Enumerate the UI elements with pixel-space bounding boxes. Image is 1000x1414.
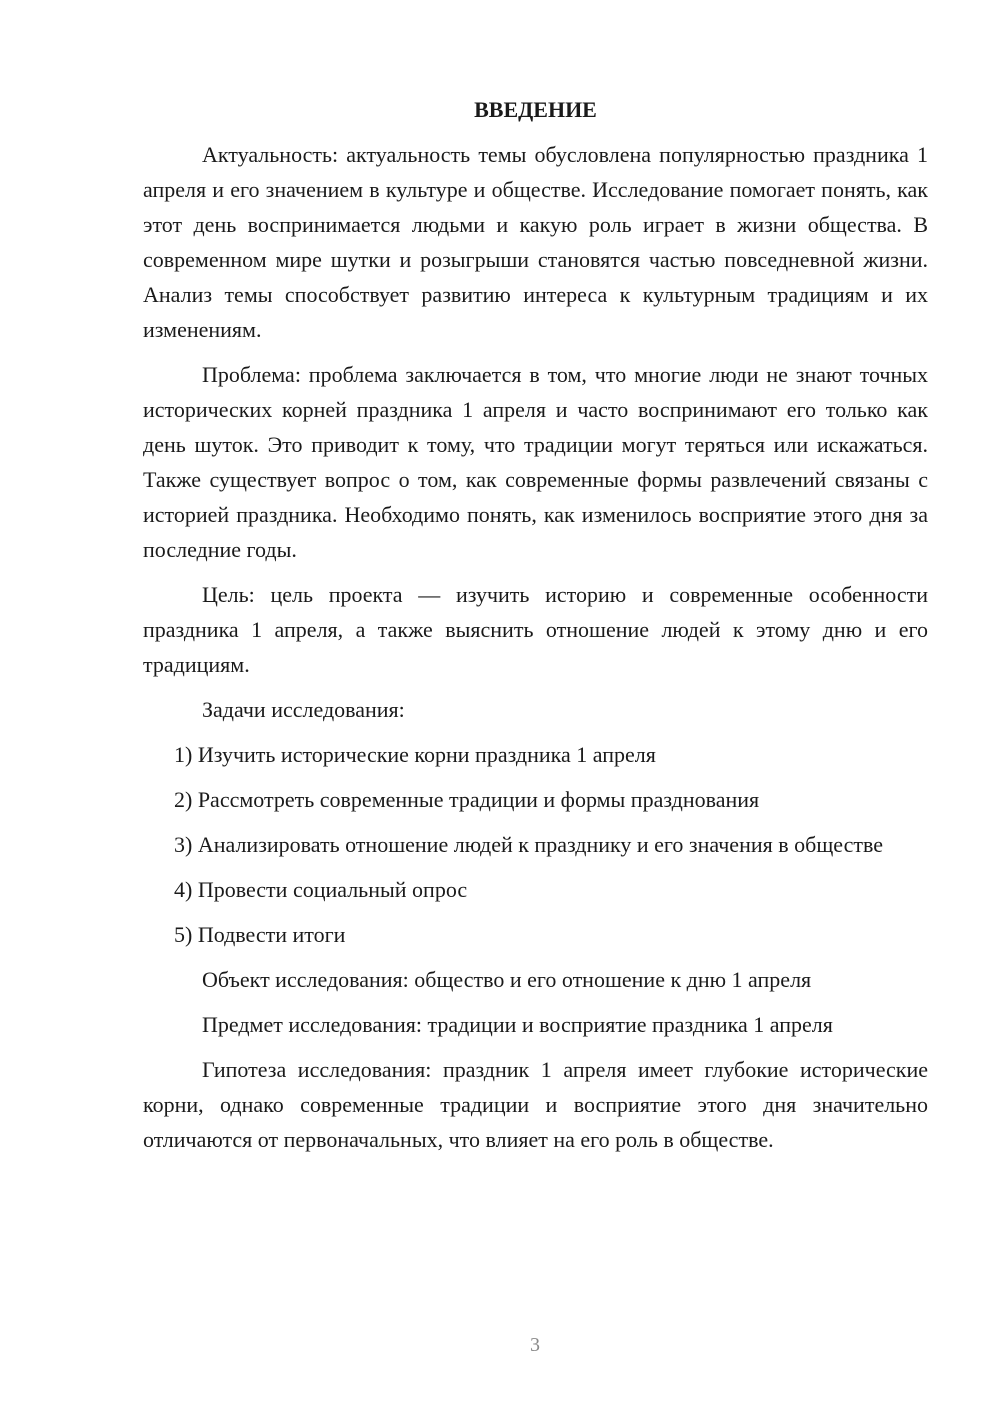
hypothesis-paragraph: Гипотеза исследования: праздник 1 апреля имеет глубокие исторические корни, однако современные традиции и восприятие этого дня значительно отличаются от первоначальных, что влияет на его роль в обществе. bbox=[143, 1057, 928, 1152]
document-page bbox=[143, 95, 928, 1167]
section-heading: ВВЕДЕНИЕ bbox=[474, 97, 597, 122]
relevance-paragraph: Актуальность: актуальность темы обусловлена популярностью праздника 1 апреля и его значением в культуре и обществе. Исследование помогает понять, как этот день воспринимается людьми и какую роль играет в жизни общества. В современном мире шутки и розыгрыши становятся частью повседневной жизни. Анализ темы способствует развитию интереса к культурным традициям и их изменениям. bbox=[143, 142, 928, 342]
tasks-heading: Задачи исследования: bbox=[202, 697, 405, 722]
page-number: 3 bbox=[530, 1334, 540, 1356]
task-item: 1) Изучить исторические корни праздника 1 апреля bbox=[174, 742, 656, 767]
task-item: 5) Подвести итоги bbox=[174, 922, 346, 947]
task-item: 3) Анализировать отношение людей к празднику и его значения в обществе bbox=[174, 832, 883, 857]
task-item: 4) Провести социальный опрос bbox=[174, 877, 468, 902]
problem-paragraph: Проблема: проблема заключается в том, что многие люди не знают точных исторических корней праздника 1 апреля и часто воспринимают его только как день шуток. Это приводит к тому, что традиции могут теряться или искажаться. Также существует вопрос о том, как современные формы развлечений связаны с историей праздника. Необходимо понять, как изменилось восприятие этого дня за последние годы. bbox=[143, 362, 928, 562]
subject-paragraph: Предмет исследования: традиции и восприятие праздника 1 апреля bbox=[202, 1012, 833, 1037]
tasks-list bbox=[143, 737, 928, 952]
object-paragraph: Объект исследования: общество и его отношение к дню 1 апреля bbox=[202, 967, 812, 992]
task-item: 2) Рассмотреть современные традиции и формы празднования bbox=[174, 787, 760, 812]
goal-paragraph: Цель: цель проекта — изучить историю и современные особенности праздника 1 апреля, а также выяснить отношение людей к этому дню и его традициям. bbox=[143, 582, 928, 677]
